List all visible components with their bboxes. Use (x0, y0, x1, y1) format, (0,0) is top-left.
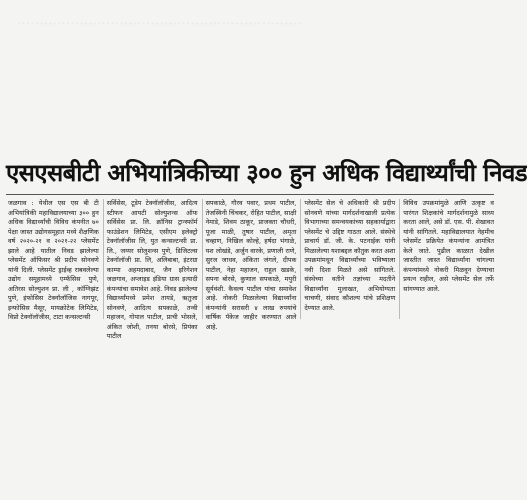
column-text: विविध उपक्रमांमुळे आणि उत्कृष्ट व पारंगत शिक्षकांचे मार्गदर्शनामुळे साध्य करता आले, असे डॉ. एस. पी. शेखावत यांनी सांगितले. महाविद्यालयात नेहमीच प्लेसमेंट प्रक्रियेत कंपन्यांना आमंत्रित केले जाते. पुढील काळात देखील जास्तीत जास्त विद्यार्थ्यांना चांगल्या कंपन्यांमध्ये नोकरी मिळवून देण्याचा प्रयत्न राहील, असे प्लेसमेंट सेल तर्फे सांगण्यात आले. (403, 199, 494, 293)
article-column (103, 199, 198, 340)
article-column (202, 199, 297, 331)
article-column (399, 199, 494, 319)
next-article-bleedthrough (18, 330, 480, 480)
column-text: सर्विसेस, टूडेप टेक्नॉलॉजीस, आदित्य स्टीफन आयटी सोल्युशन्स ऑफ सर्विसेस प्रा. लि. क्रॉनिस ट्रान्स्फॉर्म फाउंडेशन लिमिटेड, एसीएम इलेक्ट्रो टेक्नॉलॉजीस लि, युत कन्सल्टन्सी प्रा. लि., जय्यर सोलुशन्स पुणे, डिजिटल्स टेक्नॉलॉजी प्रा. लि, अलिबाबा, इंटरग्रा काम्पा अहमदाबाद, जैन इरिगेशन जळगाव, अप्लाइड इंडिया ग्रास इत्यादी कंपन्यांचा समावेश आहे. निवड झालेल्या विद्यार्थ्यांमध्ये प्रमेश तायडे, ऋतुजा सोनवणे, आदित्य सपकाळे, तन्वी महाजन, गोपाल पाटील, प्राची भोसले, अंकित जोशी, तनया बोरसे, प्रियंका पाटील (106, 199, 198, 340)
column-text: जळगाव : येथील एस एस बी टी अभियांत्रिकी महाविद्यालयाच्या ३०० हुन अधिक विद्यार्थ्यांची विविध कंपनीत ७० पेक्षा जास्त उद्योगसमूहात मध्ये शैक्षणिक वर्ष २०२०-२१ व २०२१-२२ प्लेसमेंट झाले आहे यातील निवड झालेल्या प्लेसमेंट ऑफिसर श्री प्रदीप सोनवणे यांनी दिली. प्लेसमेंट ड्राईव्ह राबवलेल्या उद्योग समूहामध्ये एम्फॅसिस पुणे, अतिरस सोल्युशन प्रा. ली , कॉग्निझंट पुणे, इंफोसिस टेक्नॉलॉजिस नागपूर, इन्फोसिस मैसूर, मायक्रोटेक लिमिटेड, विप्रो टेक्नॉलॉजीस, टाटा कन्सल्टन्सी (8, 199, 99, 321)
article-body (8, 199, 494, 340)
article-headline: एसएसबीटी अभियांत्रिकीच्या ३०० हुन अधिक विद्यार्थ्यांची निवड (6, 159, 527, 187)
article-column (8, 199, 99, 319)
column-text: सपकाळे, गौरव पवार, प्रथम पाटील, तेजस्विनी चिंचकर, रोहित पाटील, साक्षी नेमाडे, शिवम ठाकूर, प्राजक्ता चौधरी, पूजा माळी, तुषार पाटील, अमृता चव्हाण, निखिल कोल्हे, हर्षदा भंगाळे, यश लोखंडे, अर्जुन वारके, प्रणाली राणे, सुरज जाधव, अंकिता जंगले, दीपक पाटील, नेहा महाजन, राहुल खडके, सपना बोरसे, कुणाल सपकाळे, मयुरी सूर्यवंशी. कैवल्य पाटील यांचा समावेश आहे. नोकरी मिळालेल्या विद्यार्थ्यांना कंपन्यांनी सरासरी ४ लाख रुपयांचे वार्षिक पॅकेज जाहीर करण्यात आले आहे. (205, 199, 297, 331)
headline-rule (6, 194, 494, 195)
column-text: प्लेसमेंट सेल चे अधिकारी श्री प्रदीप सोनवणे यांच्या मार्गदर्शनाखाली प्रत्येक विभागाच्या समन्वयकांच्या सहकार्याद्वारा प्लेसमेंट चे उद्दिष्ट गाठता आले. संस्थेचे प्राचार्य डॉ. जी. के. पटनाईक यांनी मिळालेल्या यशाबद्दल कौतुक करत अशा उपक्रमांमधून विद्यार्थ्यांच्या भविष्याला नवी दिशा मिळते असे सांगितले. संस्थेच्या वतीने तज्ञांच्या मदतीने विद्यार्थ्यांना मुलाखत, अभियोग्यता चाचणी, संवाद कौशल्य यांचे प्रशिक्षण देण्यात आले. (304, 199, 396, 312)
article-column (300, 199, 395, 319)
previous-article-bleedthrough: . . . . . . . . . . . . . . . . . . . . . . . . . . . . . . . . . . . . . . . . . . . . . . . . . . . . . . . . . . . . . . . . (18, 18, 301, 26)
